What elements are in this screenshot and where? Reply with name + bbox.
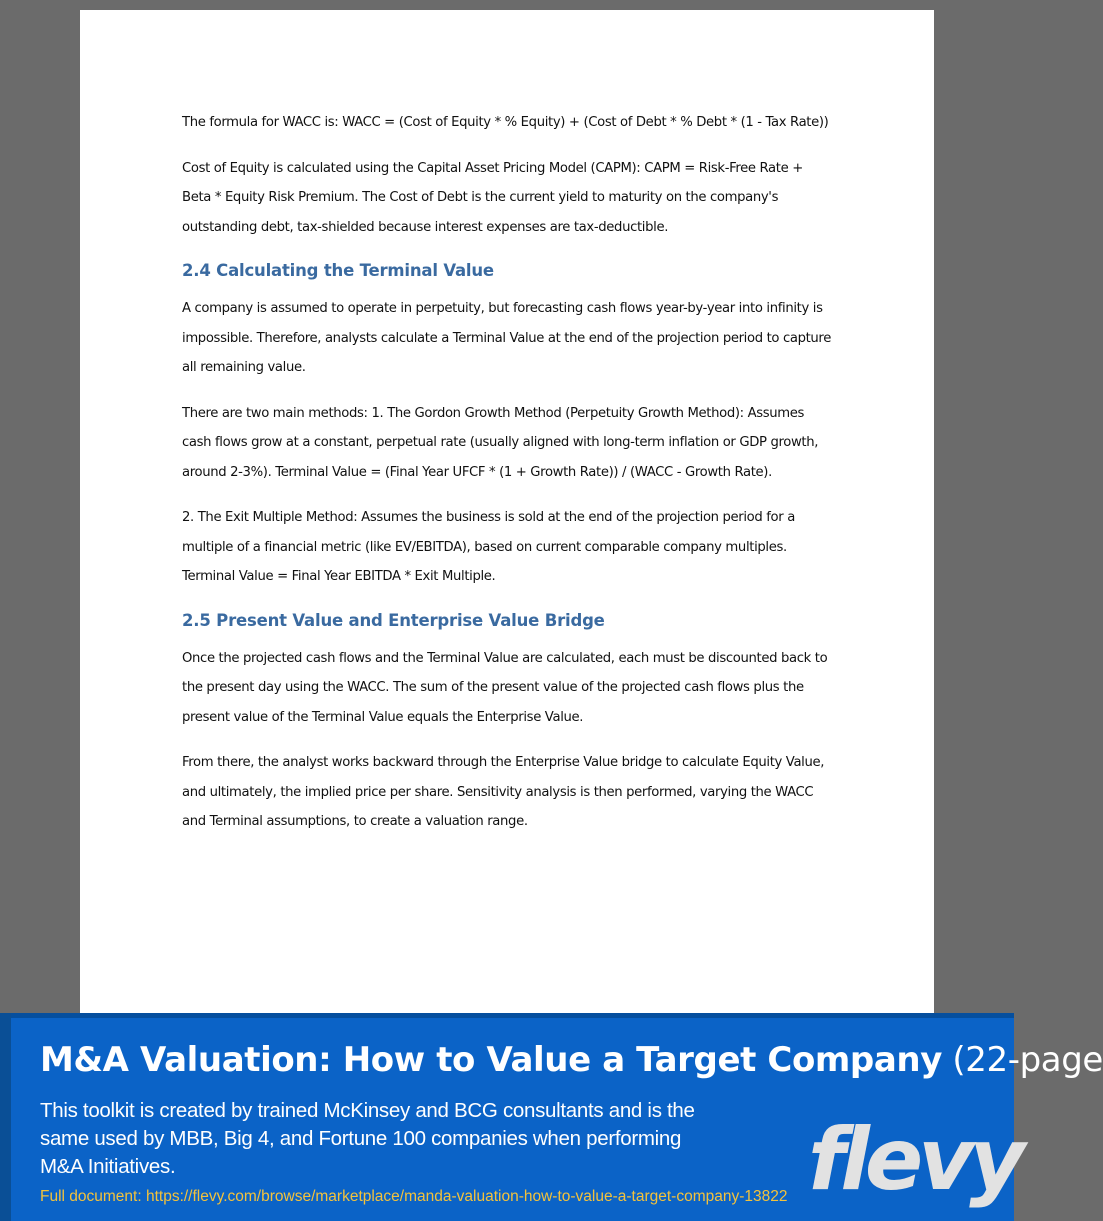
- banner-title-pages: (22-page: [941, 1040, 1103, 1080]
- paragraph-exit-multiple: 2. The Exit Multiple Method: Assumes the business is sold at the end of the projection period for a multiple of a financial metric (like EV/EBITDA), based on current comparable company multiples. Terminal Value = Final Year EBITDA * Exit Multiple.: [182, 510, 795, 584]
- document-body: [182, 108, 834, 853]
- promo-banner[interactable]: [0, 1013, 1103, 1221]
- banner-title: [40, 1037, 1103, 1083]
- flevy-logo-text: flevy: [808, 1110, 1021, 1210]
- document-page: [80, 10, 934, 1013]
- banner-title-text: M&A Valuation: How to Value a Target Company: [40, 1040, 942, 1080]
- banner-top-border: [0, 1013, 1014, 1018]
- heading-enterprise-value-bridge: 2.5 Present Value and Enterprise Value Bridge: [182, 610, 605, 630]
- full-document-link[interactable]: Full document: https://flevy.com/browse/marketplace/manda-valuation-how-to-value-a-target-company-13822: [40, 1188, 788, 1205]
- paragraph-gordon-growth: There are two main methods: 1. The Gordon Growth Method (Perpetuity Growth Method): Assumes cash flows grow at a constant, perpetual rate (usually aligned with long-term inflation or GDP growth, around 2-3%). Terminal Value = (Final Year UFCF * (1 + Growth Rate)) / (WACC - Growth Rate).: [182, 405, 819, 480]
- paragraph-cost-of-equity: Cost of Equity is calculated using the Capital Asset Pricing Model (CAPM): CAPM = Risk-Free Rate + Beta * Equity Risk Premium. The Cost of Debt is the current yield to maturity on the company's outstanding debt, tax-shielded because interest expenses are tax-deductible.: [182, 160, 803, 235]
- banner-description: This toolkit is created by trained McKinsey and BCG consultants and is the same used by MBB, Big 4, and Fortune 100 companies when performing M&A Initiatives.: [40, 1099, 695, 1178]
- paragraph-discounting: Once the projected cash flows and the Terminal Value are calculated, each must be discounted back to the present day using the WACC. The sum of the present value of the projected cash flows plus the present value of the Terminal Value equals the Enterprise Value.: [182, 650, 828, 725]
- paragraph-equity-bridge: From there, the analyst works backward through the Enterprise Value bridge to calculate Equity Value, and ultimately, the implied price per share. Sensitivity analysis is then performed, varying the WACC and Terminal assumptions, to create a valuation range.: [182, 755, 825, 829]
- flevy-logo[interactable]: [806, 1105, 1021, 1210]
- paragraph-perpetuity: A company is assumed to operate in perpetuity, but forecasting cash flows year-by-year into infinity is impossible. Therefore, analysts calculate a Terminal Value at the end of the projection period to capture all remaining value.: [182, 301, 831, 375]
- paragraph-wacc-formula: The formula for WACC is: WACC = (Cost of Equity * % Equity) + (Cost of Debt * % Debt * (1 - Tax Rate)): [182, 115, 829, 130]
- heading-terminal-value: 2.4 Calculating the Terminal Value: [182, 261, 494, 280]
- banner-left-accent: [0, 1013, 11, 1221]
